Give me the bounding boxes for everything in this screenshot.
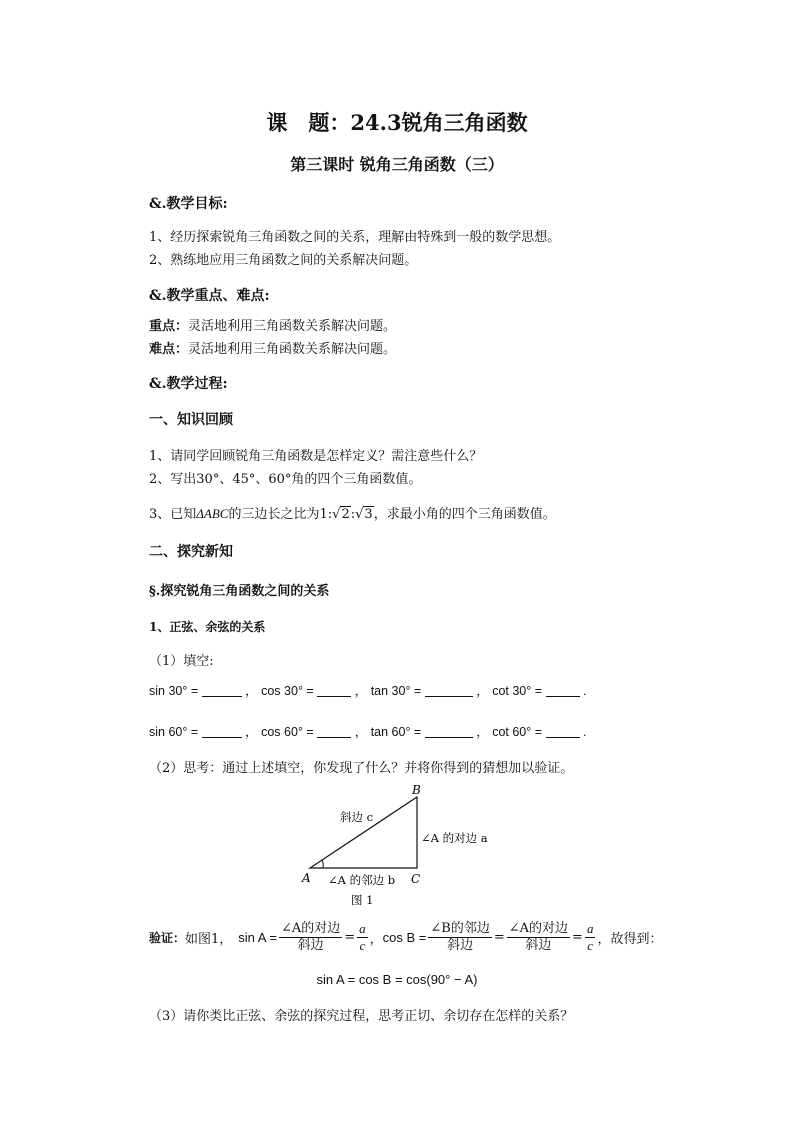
key-header: &.教学重点、难点: bbox=[149, 288, 270, 304]
formula-tan30: tan 30° = bbox=[370, 684, 422, 698]
focus-text: 灵活地利用三角函数关系解决问题。 bbox=[188, 319, 397, 334]
difficulty-label: 难点： bbox=[149, 342, 189, 357]
goal-item: 1、经历探索锐角三角函数之间的关系，理解由特殊到一般的数学思想。 bbox=[149, 230, 561, 245]
page-subtitle: 第三课时 锐角三角函数（三） bbox=[290, 155, 504, 174]
verify-cosB: cos B = bbox=[382, 930, 427, 945]
formula-cos30: cos 30° = bbox=[261, 684, 314, 698]
separator: ， bbox=[354, 725, 368, 739]
separator: ， bbox=[476, 725, 489, 739]
answer-blank[interactable] bbox=[546, 684, 580, 697]
q3-colon: : bbox=[350, 507, 356, 522]
answer-blank[interactable] bbox=[425, 725, 473, 738]
formula-sin60: sin 60° = bbox=[149, 725, 199, 739]
fraction bbox=[279, 921, 342, 954]
q3-suffix: ，求最小角的四个三角函数值。 bbox=[373, 507, 556, 522]
answer-blank[interactable] bbox=[546, 725, 580, 738]
fill-row-1 bbox=[149, 681, 586, 699]
equals-sign: = bbox=[344, 930, 356, 945]
fill-row-2 bbox=[149, 722, 586, 740]
fraction-denominator: c bbox=[359, 938, 366, 953]
verify-line bbox=[149, 921, 662, 954]
review-q2: 2、写出30°、45°、60°角的四个三角函数值。 bbox=[149, 472, 422, 487]
think-line: （2）思考：通过上述填空，你发现了什么？并将你得到的猜想加以验证。 bbox=[149, 761, 574, 776]
vertex-c-label: C bbox=[411, 872, 421, 886]
fraction bbox=[357, 921, 368, 954]
fraction bbox=[507, 921, 570, 954]
process-header: &.教学过程: bbox=[149, 376, 228, 392]
angle-arc-icon bbox=[322, 860, 323, 868]
fraction-denominator: c bbox=[587, 938, 594, 953]
fraction-numerator: a bbox=[586, 921, 594, 936]
fraction-numerator: ∠A的对边 bbox=[508, 921, 569, 936]
explore-section: §.探究锐角三角函数之间的关系 bbox=[149, 584, 330, 599]
verify-result: sin A = cos B = cos(90° − A) bbox=[316, 972, 478, 987]
separator: ， bbox=[476, 684, 489, 698]
separator: ， bbox=[245, 725, 258, 739]
formula-cot60: cot 60° = bbox=[492, 725, 543, 739]
equals-sign: = bbox=[572, 930, 583, 945]
fraction bbox=[585, 921, 596, 954]
answer-blank[interactable] bbox=[202, 725, 242, 738]
review-q3 bbox=[149, 503, 556, 522]
opposite-label: ∠A 的对边 a bbox=[421, 831, 488, 845]
formula-cos60: cos 60° = bbox=[261, 725, 314, 739]
focus-line bbox=[149, 315, 396, 334]
fill-label: （1）填空: bbox=[149, 654, 214, 669]
difficulty-line bbox=[149, 338, 396, 357]
review-header: 一、知识回顾 bbox=[149, 412, 233, 428]
triangle-figure bbox=[290, 780, 520, 910]
adjacent-label: ∠A 的邻边 b bbox=[328, 873, 396, 887]
answer-blank[interactable] bbox=[425, 684, 473, 697]
period: . bbox=[582, 684, 587, 698]
fraction-denominator: 斜边 bbox=[297, 938, 324, 953]
equals-sign: = bbox=[493, 930, 505, 945]
separator: ， bbox=[369, 932, 383, 947]
verify-sinA: sin A = bbox=[238, 930, 277, 945]
fraction-denominator: 斜边 bbox=[525, 938, 552, 953]
vertex-b-label: B bbox=[412, 783, 421, 797]
q3-prefix: 3、已知 bbox=[149, 507, 197, 522]
fraction-numerator: ∠A的对边 bbox=[280, 921, 341, 936]
answer-blank[interactable] bbox=[317, 684, 351, 697]
fraction-numerator: ∠B的邻边 bbox=[430, 921, 490, 936]
conclude-text: ，故得到： bbox=[597, 932, 663, 947]
answer-blank[interactable] bbox=[317, 725, 351, 738]
sqrt-icon: √ bbox=[355, 507, 364, 522]
triangle-shape bbox=[310, 797, 417, 868]
formula-tan60: tan 60° = bbox=[370, 725, 422, 739]
explore-header: 二、探究新知 bbox=[149, 544, 233, 560]
q3-ratio-1: 1: bbox=[319, 507, 333, 522]
q3-triangle: ΔABC bbox=[196, 506, 229, 521]
review-q1: 1、请同学回顾锐角三角函数是怎样定义？需注意些什么？ bbox=[149, 449, 483, 464]
formula-cot30: cot 30° = bbox=[492, 684, 543, 698]
question-3: （3）请你类比正弦、余弦的探究过程，思考正切、余切存在怎样的关系？ bbox=[149, 1009, 574, 1024]
fraction-numerator: a bbox=[359, 921, 366, 936]
period: . bbox=[582, 725, 587, 739]
goal-item: 2、熟练地应用三角函数之间的关系解决问题。 bbox=[149, 253, 418, 268]
difficulty-text: 灵活地利用三角函数关系解决问题。 bbox=[188, 342, 397, 357]
separator: ， bbox=[245, 684, 258, 698]
separator: ， bbox=[354, 684, 368, 698]
fraction-denominator: 斜边 bbox=[447, 938, 474, 953]
verify-label: 验证： bbox=[149, 931, 186, 945]
hypotenuse-label: 斜边 c bbox=[340, 810, 374, 824]
q3-sqrt3: 3 bbox=[364, 507, 373, 522]
verify-text: 如图1， bbox=[185, 932, 233, 947]
q3-middle: 的三边长之比为 bbox=[228, 507, 320, 522]
formula-sin30: sin 30° = bbox=[149, 684, 199, 698]
explore-sub1: 1、正弦、余弦的关系 bbox=[149, 620, 266, 634]
answer-blank[interactable] bbox=[202, 684, 242, 697]
q3-sqrt2: 2 bbox=[341, 507, 350, 522]
goals-header: &.教学目标: bbox=[149, 196, 228, 212]
figure-caption: 图 1 bbox=[351, 893, 374, 907]
sqrt-icon: √ bbox=[332, 507, 341, 522]
focus-label: 重点： bbox=[149, 319, 189, 334]
vertex-a-label: A bbox=[302, 871, 311, 885]
page-title: 课 题：24.3锐角三角函数 bbox=[266, 110, 528, 135]
fraction bbox=[428, 921, 491, 954]
